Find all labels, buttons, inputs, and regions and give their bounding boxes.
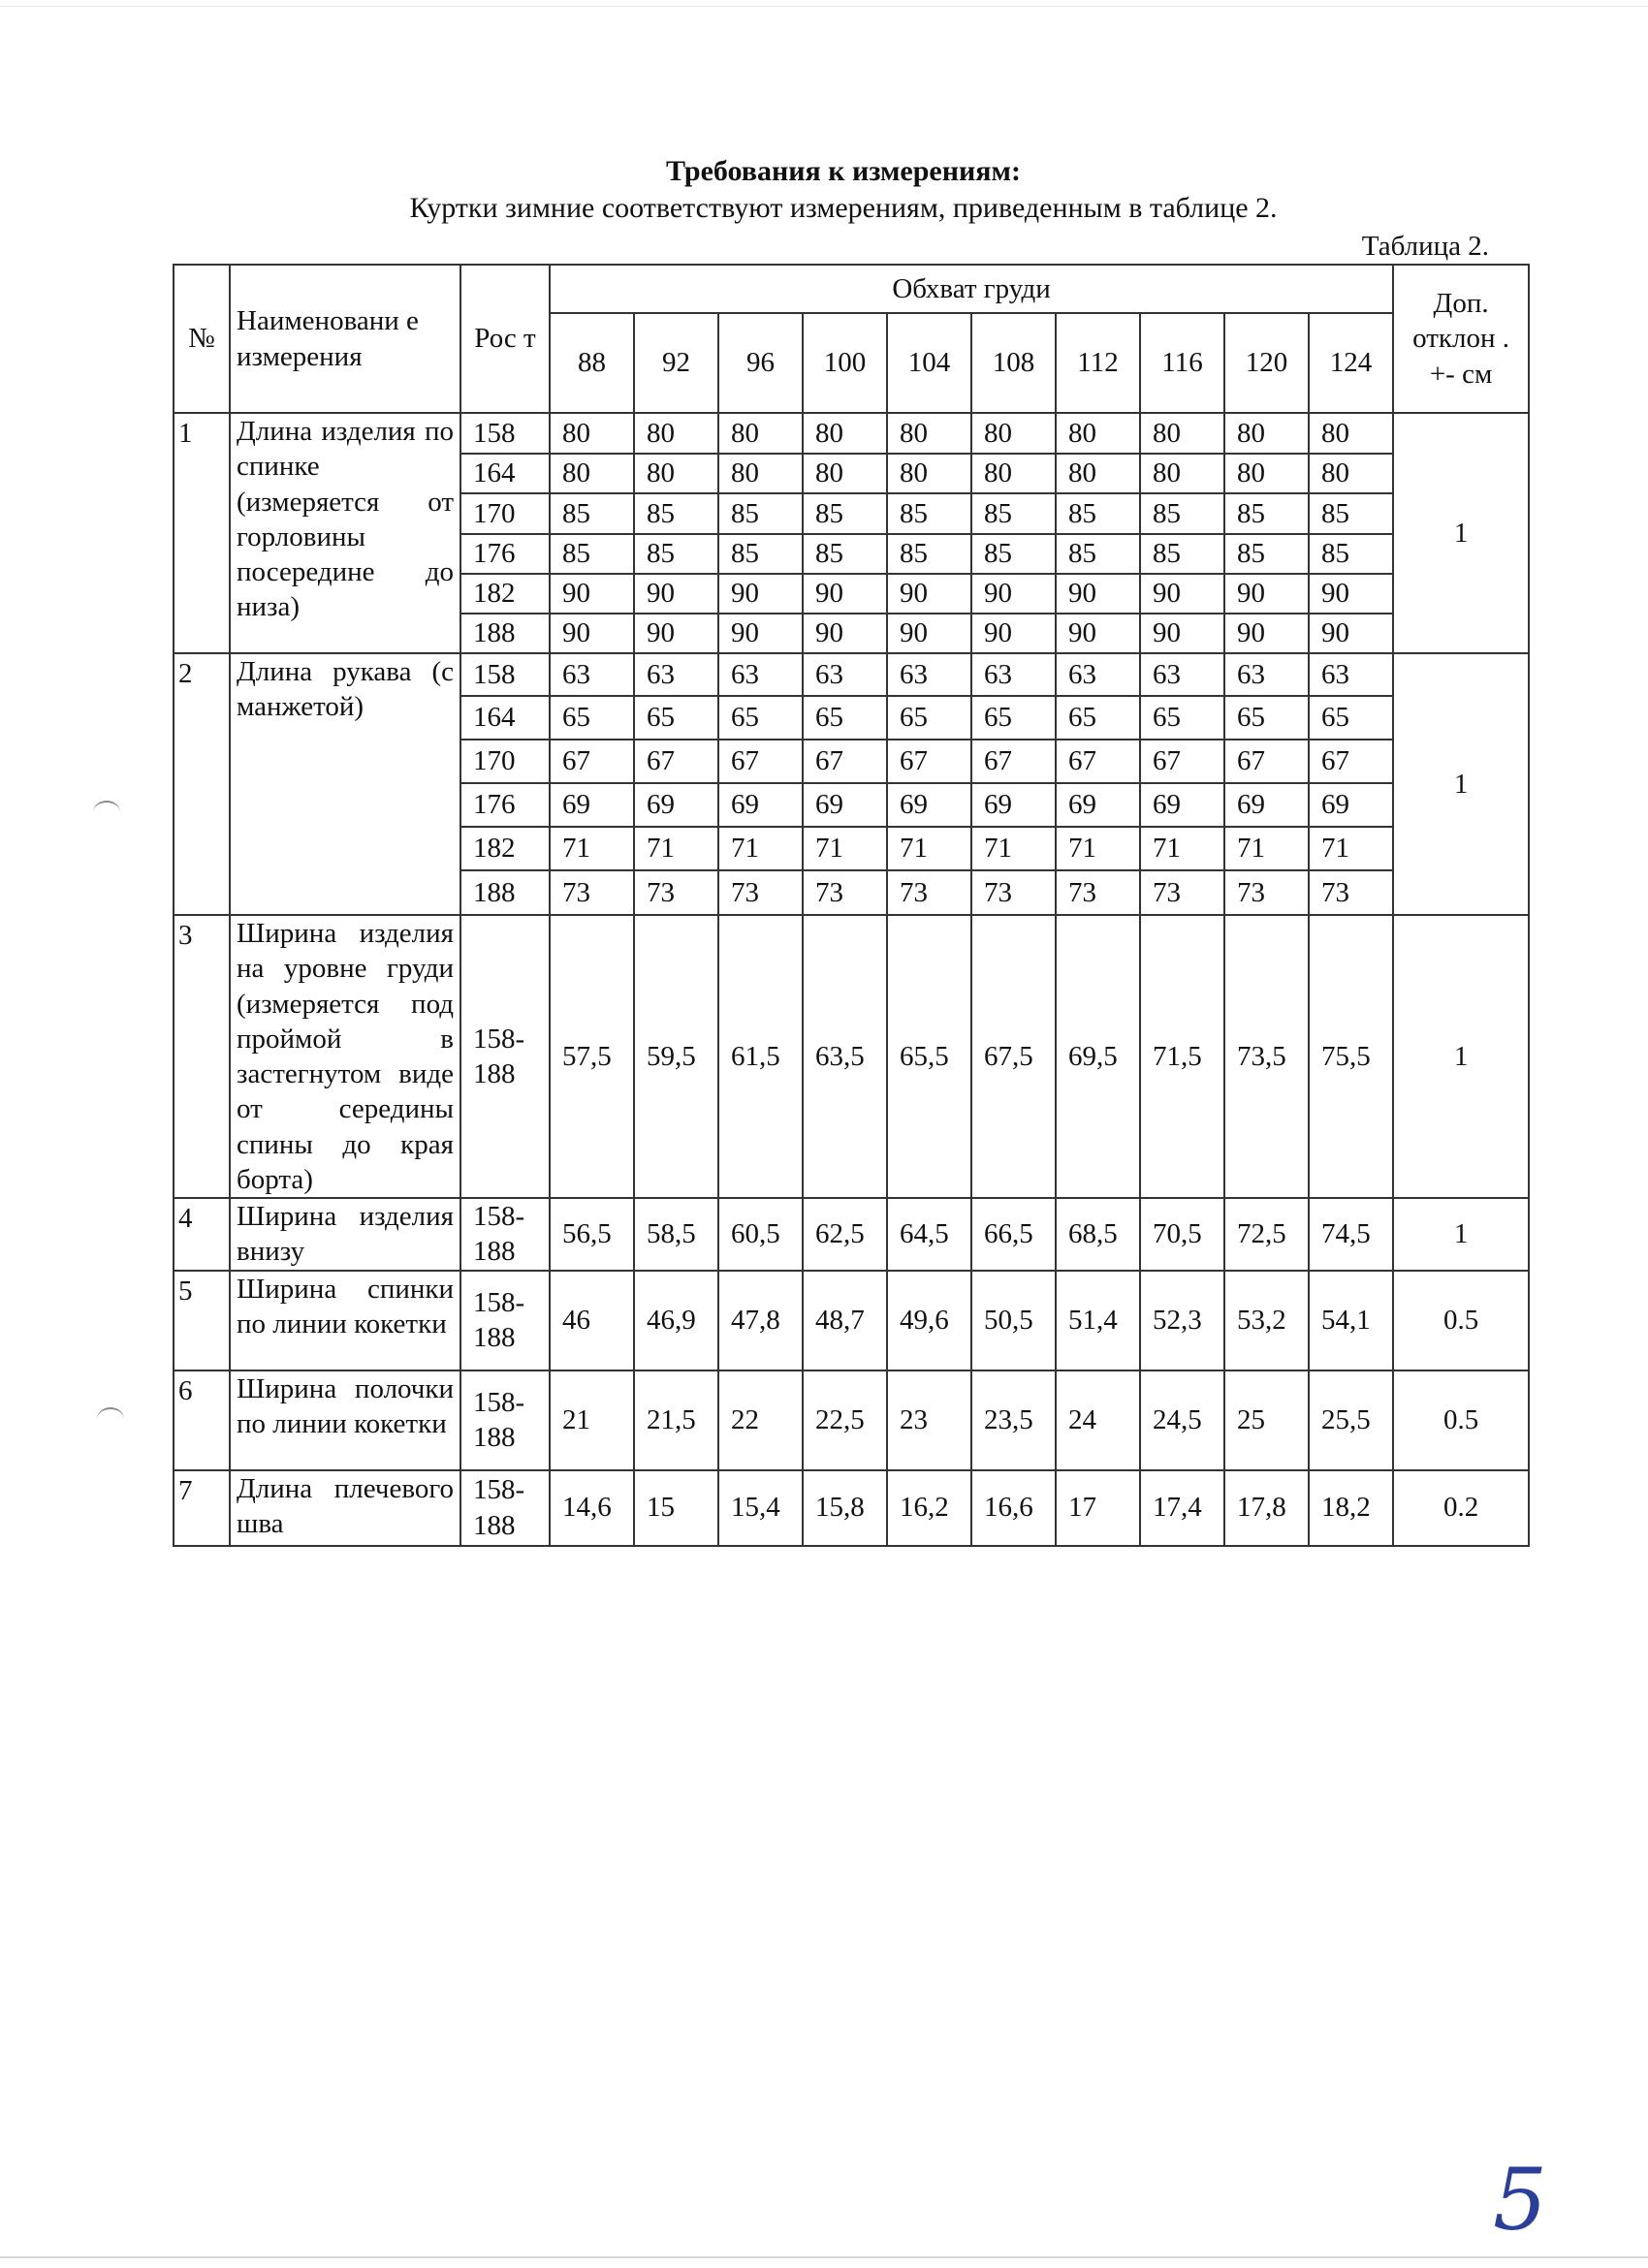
value-cell: 60,5 [718, 1198, 803, 1271]
value-cell: 47,8 [718, 1271, 803, 1370]
value-cell: 73 [1224, 870, 1309, 915]
value-cell: 68,5 [1056, 1198, 1140, 1271]
value-cell: 69 [1224, 783, 1309, 827]
measurement-name: Ширина изделия внизу [230, 1198, 460, 1271]
tolerance-cell: 0.2 [1393, 1470, 1529, 1546]
value-cell: 63 [1224, 653, 1309, 696]
measurement-number: 1 [174, 413, 230, 653]
header-chest-size: 92 [634, 313, 718, 413]
value-cell: 63 [634, 653, 718, 696]
value-cell: 80 [1140, 454, 1224, 493]
value-cell: 85 [1224, 493, 1309, 534]
value-cell: 80 [887, 454, 971, 493]
measurement-name: Ширина полочки по линии кокетки [230, 1370, 460, 1470]
table-row [174, 653, 1529, 696]
value-cell: 71 [550, 827, 634, 870]
value-cell: 90 [1309, 574, 1393, 614]
value-cell: 15,8 [803, 1470, 887, 1546]
scan-mark [93, 801, 120, 824]
value-cell: 80 [971, 413, 1056, 454]
value-cell: 80 [1309, 413, 1393, 454]
tolerance-cell: 1 [1393, 1198, 1529, 1271]
value-cell: 85 [1224, 534, 1309, 574]
value-cell: 80 [803, 454, 887, 493]
value-cell: 80 [887, 413, 971, 454]
header-measurement-name: Наименовани е измерения [230, 265, 460, 413]
value-cell: 65 [887, 696, 971, 740]
value-cell: 90 [887, 574, 971, 614]
table-row [174, 1198, 1529, 1271]
value-cell: 17,8 [1224, 1470, 1309, 1546]
value-cell: 67 [634, 740, 718, 783]
value-cell: 69 [1056, 783, 1140, 827]
value-cell: 71 [634, 827, 718, 870]
measurement-number: 2 [174, 653, 230, 915]
tolerance-cell: 1 [1393, 413, 1529, 653]
measurement-name: Длина рукава (с манжетой) [230, 653, 460, 915]
value-cell: 90 [971, 574, 1056, 614]
value-cell: 73 [634, 870, 718, 915]
height-cell: 158-188 [460, 1470, 550, 1546]
measurement-name: Длина плечевого шва [230, 1470, 460, 1546]
value-cell: 67 [718, 740, 803, 783]
value-cell: 67 [1056, 740, 1140, 783]
measurement-number: 7 [174, 1470, 230, 1546]
value-cell: 63 [887, 653, 971, 696]
header-chest-size: 116 [1140, 313, 1224, 413]
tolerance-cell: 1 [1393, 653, 1529, 915]
height-cell: 158-188 [460, 1198, 550, 1271]
value-cell: 69 [971, 783, 1056, 827]
value-cell: 63 [803, 653, 887, 696]
value-cell: 25 [1224, 1370, 1309, 1470]
value-cell: 67 [971, 740, 1056, 783]
value-cell: 90 [718, 574, 803, 614]
height-cell: 176 [460, 534, 550, 574]
scan-edge-bottom [0, 2256, 1648, 2258]
tolerance-cell: 1 [1393, 915, 1529, 1198]
value-cell: 71,5 [1140, 915, 1224, 1198]
value-cell: 72,5 [1224, 1198, 1309, 1271]
value-cell: 80 [1056, 413, 1140, 454]
value-cell: 80 [1056, 454, 1140, 493]
value-cell: 85 [971, 534, 1056, 574]
value-cell: 80 [718, 454, 803, 493]
value-cell: 46,9 [634, 1271, 718, 1370]
value-cell: 90 [634, 614, 718, 653]
measurement-name: Ширина спинки по линии кокетки [230, 1271, 460, 1370]
value-cell: 90 [634, 574, 718, 614]
value-cell: 48,7 [803, 1271, 887, 1370]
value-cell: 69 [634, 783, 718, 827]
value-cell: 80 [718, 413, 803, 454]
value-cell: 63 [1309, 653, 1393, 696]
value-cell: 58,5 [634, 1198, 718, 1271]
value-cell: 73 [971, 870, 1056, 915]
value-cell: 67 [1224, 740, 1309, 783]
value-cell: 80 [634, 454, 718, 493]
value-cell: 71 [718, 827, 803, 870]
value-cell: 65 [971, 696, 1056, 740]
measurement-name: Длина изделия по спинке (измеряется от горловины посередине до низа) [230, 413, 460, 653]
tolerance-cell: 0.5 [1393, 1370, 1529, 1470]
value-cell: 52,3 [1140, 1271, 1224, 1370]
value-cell: 80 [1140, 413, 1224, 454]
value-cell: 56,5 [550, 1198, 634, 1271]
header-chest-size: 88 [550, 313, 634, 413]
value-cell: 71 [1309, 827, 1393, 870]
value-cell: 65 [550, 696, 634, 740]
value-cell: 73,5 [1224, 915, 1309, 1198]
value-cell: 17 [1056, 1470, 1140, 1546]
value-cell: 71 [1140, 827, 1224, 870]
scan-edge-top [0, 6, 1648, 7]
header-tolerance: Доп. отклон . +- см [1393, 265, 1529, 413]
value-cell: 73 [550, 870, 634, 915]
value-cell: 67 [550, 740, 634, 783]
header-chest-size: 100 [803, 313, 887, 413]
value-cell: 22 [718, 1370, 803, 1470]
value-cell: 16,2 [887, 1470, 971, 1546]
value-cell: 69 [550, 783, 634, 827]
value-cell: 69 [887, 783, 971, 827]
scan-mark [97, 1407, 124, 1431]
value-cell: 90 [803, 574, 887, 614]
value-cell: 85 [550, 534, 634, 574]
value-cell: 85 [1309, 534, 1393, 574]
value-cell: 16,6 [971, 1470, 1056, 1546]
value-cell: 85 [1056, 534, 1140, 574]
table-row [174, 1470, 1529, 1546]
value-cell: 73 [1140, 870, 1224, 915]
value-cell: 73 [803, 870, 887, 915]
value-cell: 54,1 [1309, 1271, 1393, 1370]
value-cell: 24,5 [1140, 1370, 1224, 1470]
value-cell: 64,5 [887, 1198, 971, 1271]
value-cell: 80 [1224, 413, 1309, 454]
value-cell: 23 [887, 1370, 971, 1470]
value-cell: 90 [550, 574, 634, 614]
header-chest-size: 104 [887, 313, 971, 413]
value-cell: 66,5 [971, 1198, 1056, 1271]
value-cell: 21,5 [634, 1370, 718, 1470]
header-chest-girth: Обхват груди [550, 265, 1393, 313]
page-title: Требования к измерениям: [666, 155, 1021, 187]
value-cell: 90 [1224, 574, 1309, 614]
height-cell: 164 [460, 696, 550, 740]
value-cell: 69,5 [1056, 915, 1140, 1198]
value-cell: 90 [1056, 614, 1140, 653]
value-cell: 85 [887, 493, 971, 534]
height-cell: 176 [460, 783, 550, 827]
value-cell: 71 [1056, 827, 1140, 870]
value-cell: 67 [1309, 740, 1393, 783]
page-subtitle: Куртки зимние соответствуют измерениям, приведенным в таблице 2. [409, 192, 1278, 224]
value-cell: 14,6 [550, 1470, 634, 1546]
value-cell: 85 [1140, 534, 1224, 574]
value-cell: 61,5 [718, 915, 803, 1198]
value-cell: 21 [550, 1370, 634, 1470]
value-cell: 65 [1140, 696, 1224, 740]
value-cell: 69 [718, 783, 803, 827]
value-cell: 85 [718, 493, 803, 534]
height-cell: 158-188 [460, 1370, 550, 1470]
value-cell: 85 [634, 534, 718, 574]
height-cell: 182 [460, 574, 550, 614]
height-cell: 158 [460, 413, 550, 454]
value-cell: 80 [634, 413, 718, 454]
value-cell: 65 [1056, 696, 1140, 740]
value-cell: 80 [1224, 454, 1309, 493]
value-cell: 67 [1140, 740, 1224, 783]
value-cell: 65 [803, 696, 887, 740]
header-number: № [174, 265, 230, 413]
value-cell: 65 [1309, 696, 1393, 740]
value-cell: 90 [1140, 574, 1224, 614]
value-cell: 46 [550, 1271, 634, 1370]
header-chest-size: 96 [718, 313, 803, 413]
value-cell: 59,5 [634, 915, 718, 1198]
value-cell: 75,5 [1309, 915, 1393, 1198]
value-cell: 90 [1140, 614, 1224, 653]
value-cell: 90 [718, 614, 803, 653]
value-cell: 63 [971, 653, 1056, 696]
value-cell: 85 [971, 493, 1056, 534]
value-cell: 90 [1224, 614, 1309, 653]
value-cell: 67 [887, 740, 971, 783]
value-cell: 67 [803, 740, 887, 783]
value-cell: 63 [1056, 653, 1140, 696]
tolerance-cell: 0.5 [1393, 1271, 1529, 1370]
value-cell: 90 [887, 614, 971, 653]
value-cell: 63 [718, 653, 803, 696]
value-cell: 50,5 [971, 1271, 1056, 1370]
value-cell: 73 [1056, 870, 1140, 915]
header-chest-size: 124 [1309, 313, 1393, 413]
height-cell: 158-188 [460, 1271, 550, 1370]
value-cell: 65,5 [887, 915, 971, 1198]
height-cell: 170 [460, 493, 550, 534]
value-cell: 51,4 [1056, 1271, 1140, 1370]
table-row [174, 413, 1529, 454]
value-cell: 80 [971, 454, 1056, 493]
value-cell: 63,5 [803, 915, 887, 1198]
value-cell: 69 [803, 783, 887, 827]
value-cell: 18,2 [1309, 1470, 1393, 1546]
measurement-number: 3 [174, 915, 230, 1198]
value-cell: 69 [1140, 783, 1224, 827]
value-cell: 65 [1224, 696, 1309, 740]
header-chest-size: 108 [971, 313, 1056, 413]
value-cell: 53,2 [1224, 1271, 1309, 1370]
value-cell: 85 [1309, 493, 1393, 534]
header-chest-size: 112 [1056, 313, 1140, 413]
value-cell: 90 [803, 614, 887, 653]
measurements-table [173, 264, 1530, 1547]
height-cell: 188 [460, 870, 550, 915]
value-cell: 85 [1056, 493, 1140, 534]
value-cell: 80 [1309, 454, 1393, 493]
value-cell: 85 [550, 493, 634, 534]
value-cell: 63 [550, 653, 634, 696]
value-cell: 57,5 [550, 915, 634, 1198]
table-row [174, 1370, 1529, 1470]
height-cell: 158 [460, 653, 550, 696]
value-cell: 63 [1140, 653, 1224, 696]
value-cell: 62,5 [803, 1198, 887, 1271]
table-row [174, 915, 1529, 1198]
value-cell: 85 [1140, 493, 1224, 534]
height-cell: 170 [460, 740, 550, 783]
value-cell: 70,5 [1140, 1198, 1224, 1271]
value-cell: 73 [887, 870, 971, 915]
page-number: 5 [1493, 2150, 1547, 2250]
value-cell: 73 [718, 870, 803, 915]
value-cell: 80 [550, 413, 634, 454]
value-cell: 74,5 [1309, 1198, 1393, 1271]
value-cell: 25,5 [1309, 1370, 1393, 1470]
value-cell: 65 [634, 696, 718, 740]
value-cell: 71 [1224, 827, 1309, 870]
value-cell: 85 [718, 534, 803, 574]
value-cell: 85 [803, 534, 887, 574]
value-cell: 22,5 [803, 1370, 887, 1470]
value-cell: 24 [1056, 1370, 1140, 1470]
value-cell: 73 [1309, 870, 1393, 915]
value-cell: 90 [1056, 574, 1140, 614]
value-cell: 71 [803, 827, 887, 870]
value-cell: 17,4 [1140, 1470, 1224, 1546]
value-cell: 15 [634, 1470, 718, 1546]
value-cell: 15,4 [718, 1470, 803, 1546]
value-cell: 90 [550, 614, 634, 653]
measurement-number: 5 [174, 1271, 230, 1370]
measurement-number: 4 [174, 1198, 230, 1271]
measurement-name: Ширина изделия на уровне груди (измеряется под проймой в застегнутом виде от середины спины до края борта) [230, 915, 460, 1198]
value-cell: 65 [718, 696, 803, 740]
value-cell: 85 [887, 534, 971, 574]
value-cell: 71 [971, 827, 1056, 870]
value-cell: 23,5 [971, 1370, 1056, 1470]
table-label: Таблица 2. [1361, 231, 1489, 262]
value-cell: 90 [971, 614, 1056, 653]
value-cell: 80 [803, 413, 887, 454]
header-chest-size: 120 [1224, 313, 1309, 413]
value-cell: 85 [803, 493, 887, 534]
value-cell: 80 [550, 454, 634, 493]
header-height: Рос т [460, 265, 550, 413]
value-cell: 85 [634, 493, 718, 534]
table-row [174, 1271, 1529, 1370]
measurement-number: 6 [174, 1370, 230, 1470]
height-cell: 164 [460, 454, 550, 493]
value-cell: 49,6 [887, 1271, 971, 1370]
height-cell: 188 [460, 614, 550, 653]
height-cell: 182 [460, 827, 550, 870]
value-cell: 69 [1309, 783, 1393, 827]
value-cell: 90 [1309, 614, 1393, 653]
value-cell: 71 [887, 827, 971, 870]
value-cell: 67,5 [971, 915, 1056, 1198]
height-cell: 158-188 [460, 915, 550, 1198]
